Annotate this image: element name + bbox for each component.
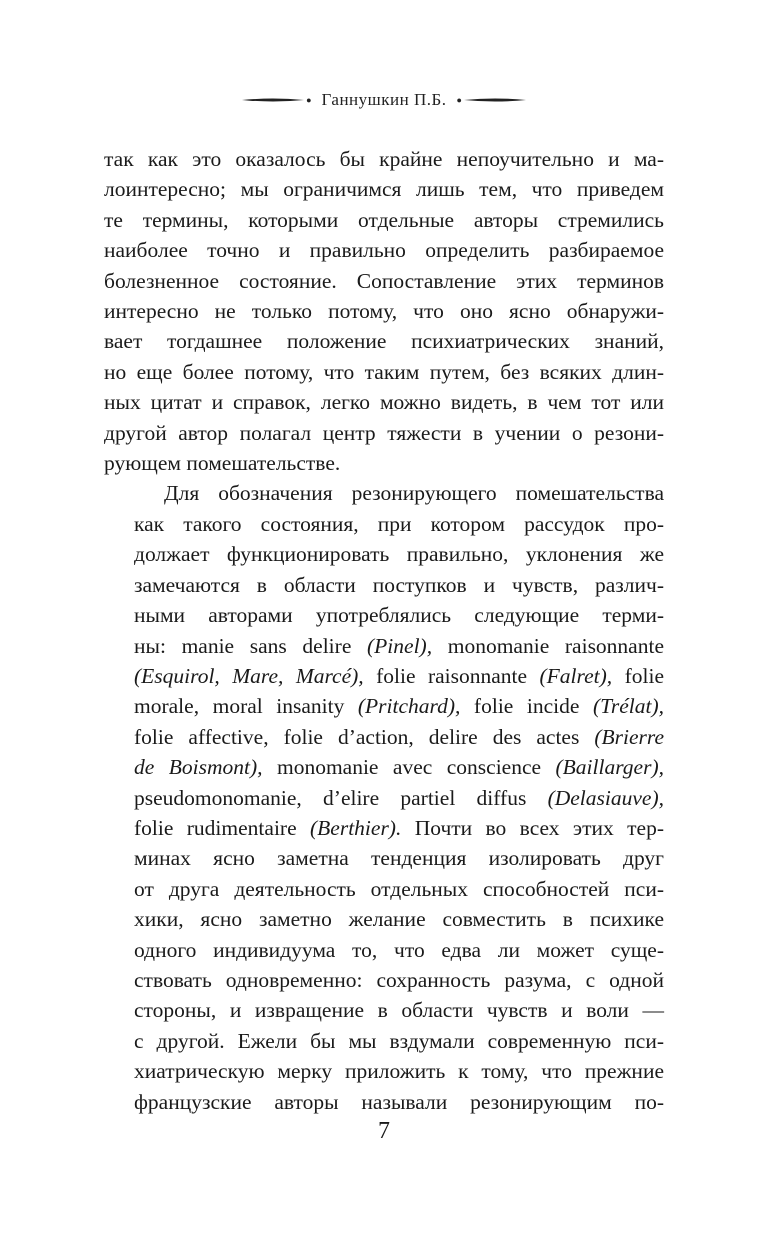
- text-segment: Почти во всех этих тер-: [401, 815, 664, 840]
- text-line: с другой. Ежели бы мы вздумали современную пси-: [134, 1028, 664, 1053]
- text-line: как такого состояния, при котором рассудок про-: [134, 511, 664, 536]
- text-segment: monomanie avec conscience: [262, 755, 556, 780]
- author-citation: (Berthier).: [310, 815, 402, 840]
- text-line: хики, ясно заметно желание совместить в психике: [134, 907, 664, 932]
- paragraph-1: [104, 144, 664, 478]
- text-line: стороны, и извращение в области чувств и воли —: [134, 998, 664, 1023]
- text-line: вает тогдашнее положение психиатрических знаний,: [104, 329, 664, 354]
- text-segment: folie raisonnante: [363, 663, 540, 688]
- body-text: [104, 144, 664, 1117]
- bullet-icon: ●: [456, 95, 462, 105]
- author-citation: (Pinel),: [367, 633, 433, 658]
- running-title: Ганнушкин П.Б.: [321, 90, 447, 109]
- author-citation: (Brierre: [594, 724, 664, 749]
- author-citation: (Falret),: [539, 663, 613, 688]
- text-segment: folie incide: [460, 694, 593, 719]
- author-citation: (Pritchard),: [357, 694, 461, 719]
- author-citation: (Esquirol, Mare, Marcé),: [134, 663, 364, 688]
- text-line: ными авторами употреблялись следующие терми-: [134, 603, 664, 628]
- text-segment: pseudomonomanie, d’elire partiel diffus: [134, 785, 548, 810]
- text-segment: folie rudimentaire: [134, 815, 310, 840]
- text-segment: morale, moral insanity: [134, 694, 358, 719]
- author-citation: (Baillarger),: [555, 755, 664, 780]
- text-segment: folie affective, folie d’action, delire des actes: [134, 724, 595, 749]
- text-line: замечаются в области поступков и чувств, различ-: [134, 572, 664, 597]
- text-line: минах ясно заметна тенденция изолировать друг: [134, 846, 664, 871]
- text-segment: ны: manie sans delire: [134, 633, 368, 658]
- text-line: должает функционировать правильно, уклонения же: [134, 542, 664, 567]
- text-line: рующем помешательстве.: [104, 451, 341, 476]
- text-line: [104, 691, 664, 721]
- text-line: наиболее точно и правильно определить разбираемое: [104, 238, 664, 263]
- text-line: ствовать одновременно: сохранность разума, с одной: [134, 967, 664, 992]
- text-line: [104, 813, 664, 843]
- text-line: так как это оказалось бы крайне непоучительно и ма-: [104, 147, 664, 171]
- author-citation: de Boismont),: [134, 755, 263, 780]
- author-citation: (Delasiauve),: [547, 785, 664, 810]
- bullet-icon: ●: [306, 95, 312, 105]
- text-line: [104, 783, 664, 813]
- text-line: но еще более потому, что таким путем, без всяких длин-: [104, 359, 664, 384]
- running-header: [0, 86, 768, 114]
- paragraph-2: [104, 478, 664, 1117]
- text-line: те термины, которыми отдельные авторы стремились: [104, 207, 664, 232]
- right-ornament-icon: [464, 97, 526, 103]
- text-segment: monomanie raisonnante: [432, 633, 664, 658]
- text-line: [104, 752, 664, 782]
- text-line: интересно не только потому, что оно ясно обнаружи-: [104, 299, 664, 324]
- text-segment: folie: [612, 663, 664, 688]
- text-line: [104, 631, 664, 661]
- left-ornament-icon: [242, 97, 304, 103]
- text-line: хиатрическую мерку приложить к тому, что прежние: [134, 1059, 664, 1084]
- text-line: Для обозначения резонирующего помешательства: [164, 481, 664, 506]
- text-line: другой автор полагал центр тяжести в учении о резони-: [104, 420, 664, 445]
- author-citation: (Trélat),: [592, 694, 665, 719]
- text-line: от друга деятельность отдельных способностей пси-: [134, 876, 664, 901]
- text-line: лоинтересно; мы ограничимся лишь тем, что приведем: [104, 177, 664, 202]
- text-line: одного индивидуума то, что едва ли может суще-: [134, 937, 664, 962]
- text-line: ных цитат и справок, легко можно видеть, в чем тот или: [104, 390, 664, 415]
- text-line: [104, 722, 664, 752]
- text-line: французские авторы называли резонирующим по-: [134, 1089, 664, 1114]
- text-line: болезненное состояние. Сопоставление этих терминов: [104, 268, 664, 293]
- page-number: 7: [378, 1118, 390, 1144]
- text-line: [104, 661, 664, 691]
